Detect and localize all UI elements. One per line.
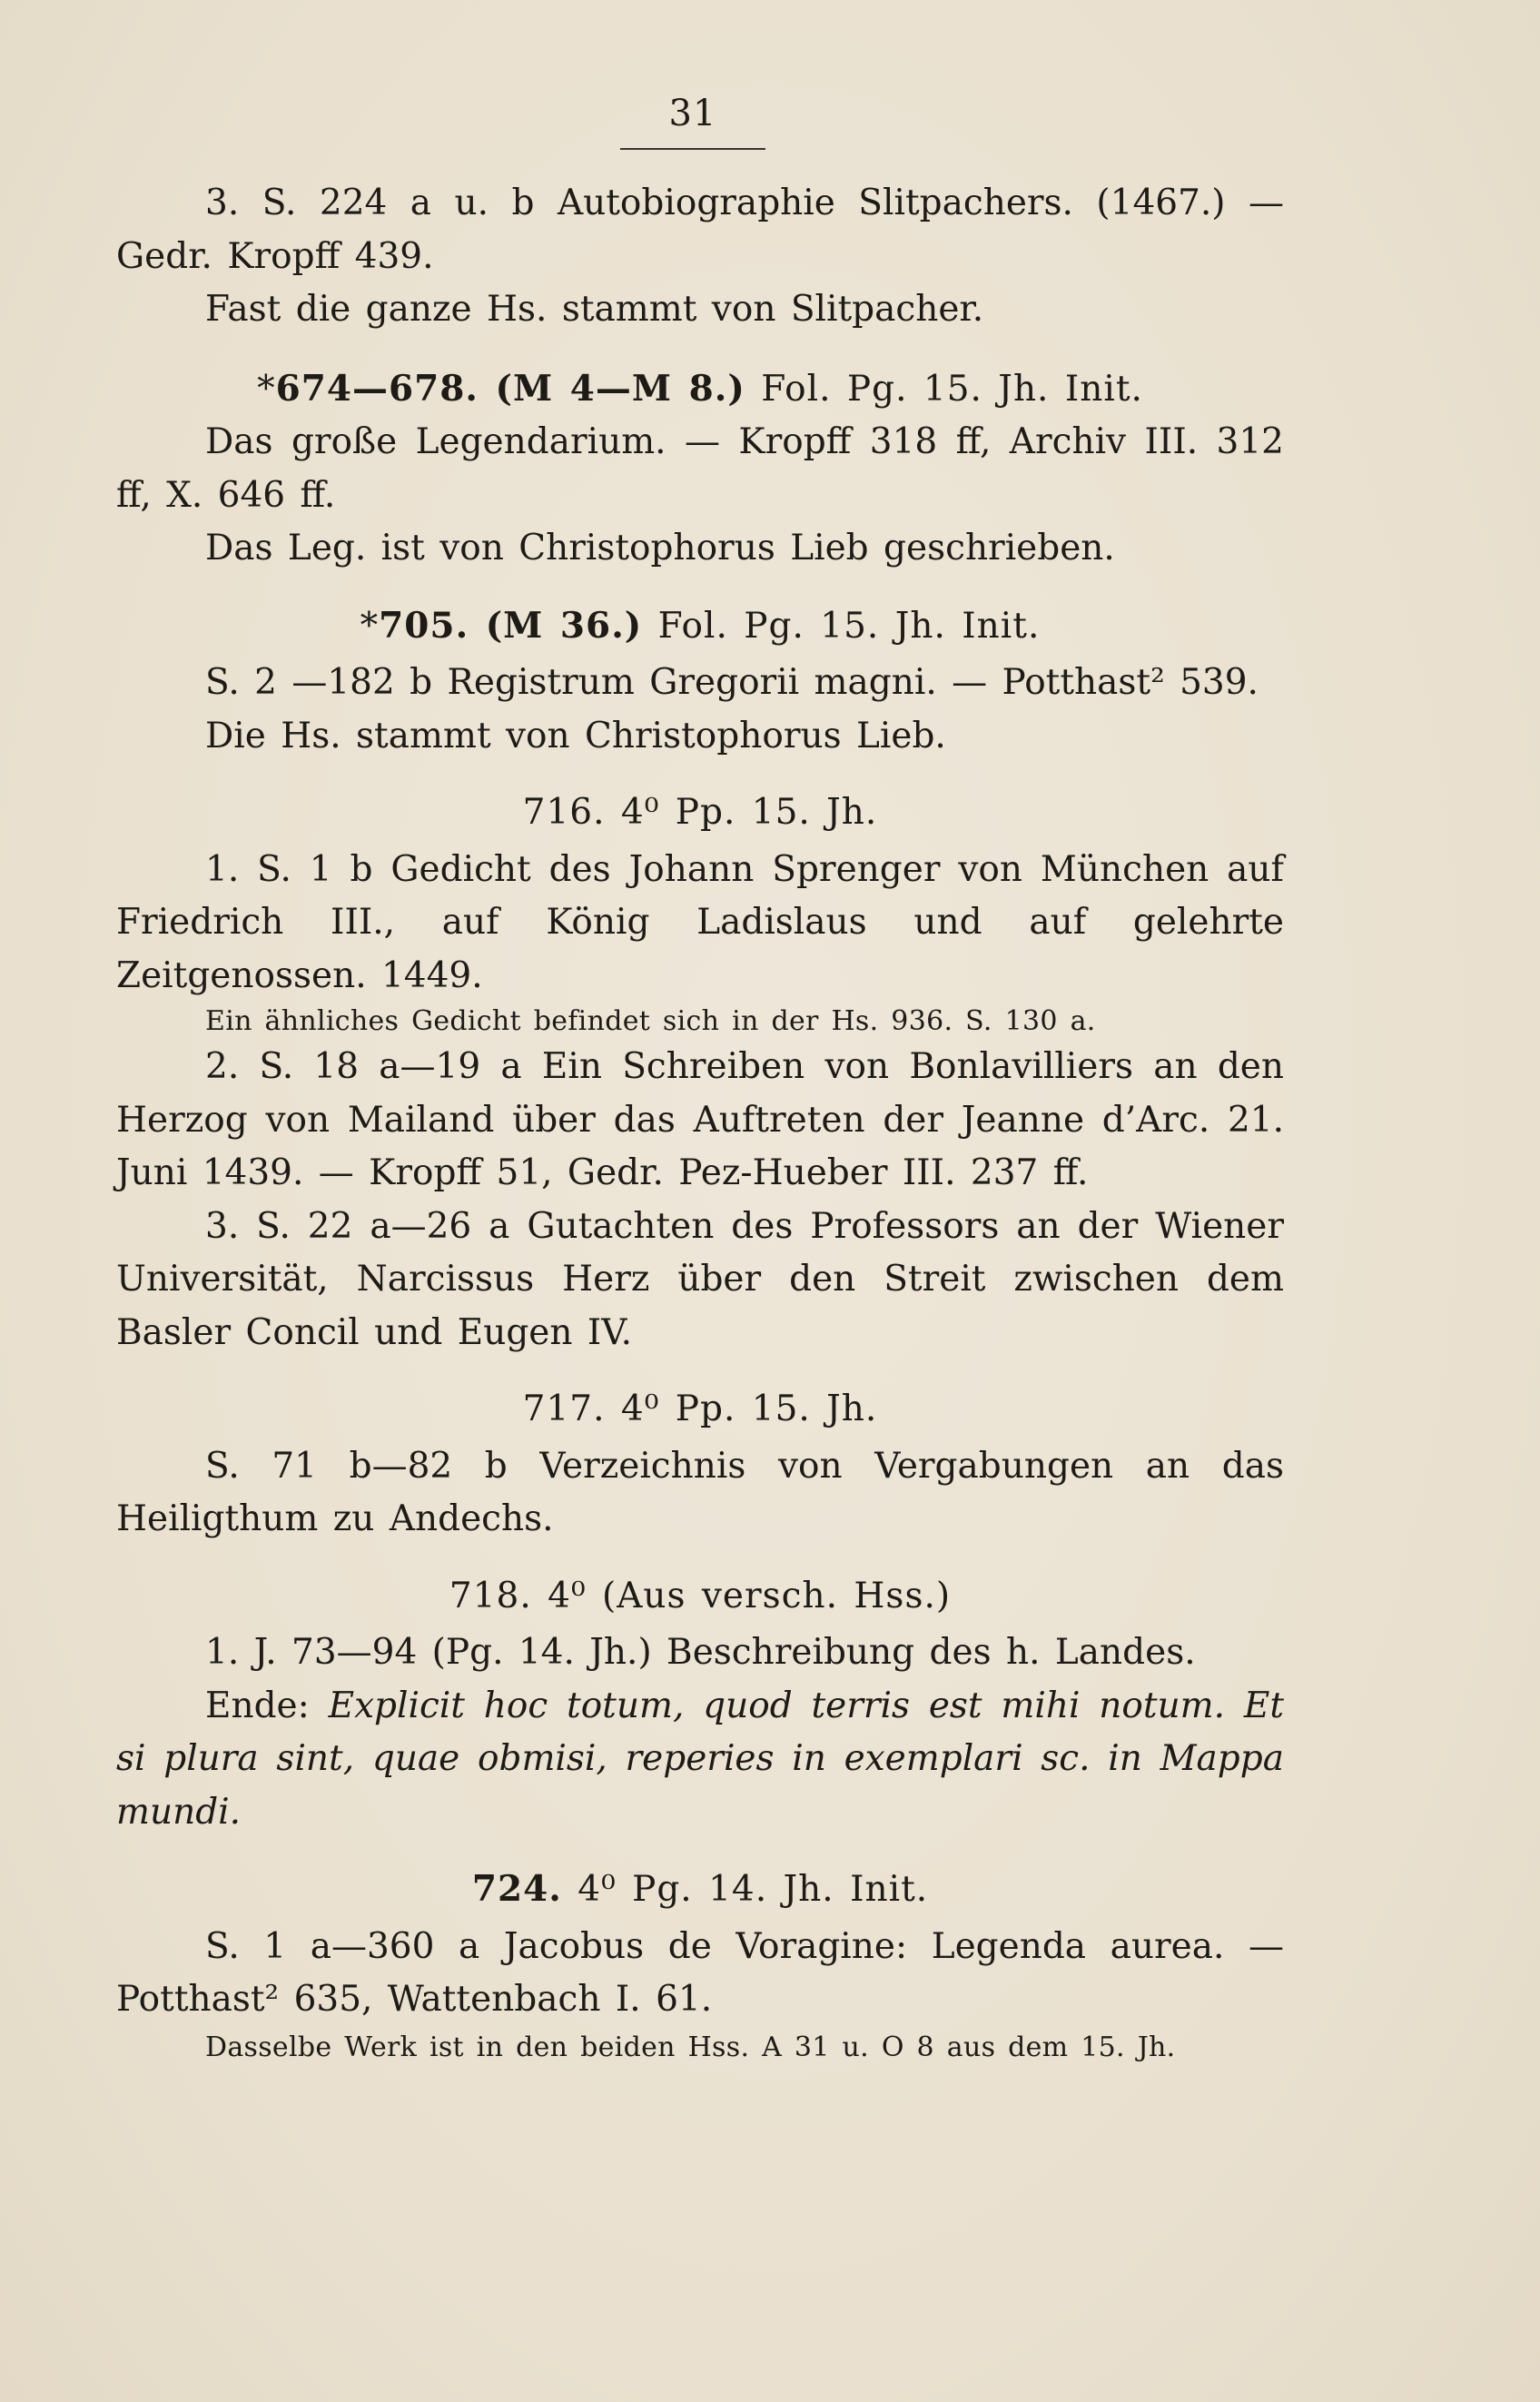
entry-small-note: Dasselbe Werk ist in den beiden Hss. A 31 u. O 8 aus dem 15. Jh. bbox=[205, 2031, 1176, 2063]
entry-explicit bbox=[116, 1680, 1284, 1840]
page-number-rule bbox=[620, 148, 765, 150]
entry-paragraph: S. 71 b—82 b Verzeichnis von Vergabungen an das Heiligthum zu Andechs. bbox=[116, 1445, 1284, 1539]
shelfmark-rest: Fol. Pg. 15. Jh. Init. bbox=[642, 605, 1041, 647]
shelfmark-bold: 705. (M 36.) bbox=[379, 604, 643, 647]
entry-note: Die Hs. stammt von Christophorus Lieb. bbox=[205, 715, 946, 756]
entry-paragraph: 3. S. 22 a—26 a Gutachten des Professors an der Wiener Universität, Narcissus Herz über den Streit zwischen dem Basler Concil und Eugen IV. bbox=[116, 1205, 1284, 1353]
entry-heading-705 bbox=[116, 599, 1284, 654]
entry-heading-718: 718. 4⁰ (Aus versch. Hss.) bbox=[449, 1575, 952, 1616]
entry-paragraph: 2. S. 18 a—19 a Ein Schreiben von Bonlavilliers an den Herzog von Mailand über das Auftreten der Jeanne d’Arc. 21. Juni 1439. — Kropff 51, Gedr. Pez-Hueber III. 237 ff. bbox=[116, 1046, 1284, 1193]
entry-note: Fast die ganze Hs. stammt von Slitpacher. bbox=[205, 289, 984, 330]
catalog-text bbox=[116, 177, 1284, 2067]
entry-note: Das Leg. ist von Christophorus Lieb geschrieben. bbox=[205, 528, 1115, 568]
shelfmark-rest: Fol. Pg. 15. Jh. Init. bbox=[745, 368, 1143, 410]
page-number: 31 bbox=[668, 93, 717, 134]
shelfmark-bold: 724. bbox=[471, 1868, 562, 1910]
shelfmark-rest: 4⁰ Pg. 14. Jh. Init. bbox=[561, 1869, 929, 1910]
entry-heading-674 bbox=[116, 362, 1284, 417]
shelfmark-bold: 674—678. (M 4—M 8.) bbox=[275, 367, 745, 410]
entry-paragraph: Das große Legendarium. — Kropff 318 ff, Archiv III. 312 ff, X. 646 ff. bbox=[116, 421, 1284, 516]
explicit-quote: Explicit hoc totum, quod terris est mihi notum. Et si plura sint, quae obmisi, reperies in exemplari sc. in Mappa mundi. bbox=[116, 1685, 1285, 1833]
explicit-lead: Ende: bbox=[205, 1685, 329, 1726]
entry-heading-724 bbox=[116, 1863, 1284, 1917]
asterisk-marker: * bbox=[360, 605, 380, 647]
entry-small-note: Ein ähnliches Gedicht befindet sich in der Hs. 936. S. 130 a. bbox=[205, 1005, 1096, 1037]
entry-paragraph: 1. S. 1 b Gedicht des Johann Sprenger von München auf Friedrich III., auf König Ladislaus und auf gelehrte Zeitgenossen. 1449. bbox=[116, 848, 1284, 996]
entry-paragraph: S. 1 a—360 a Jacobus de Voragine: Legenda aurea. — Potthast² 635, Wattenbach I. 61. bbox=[116, 1925, 1284, 2020]
asterisk-marker: * bbox=[257, 368, 276, 410]
entry-paragraph: 1. J. 73—94 (Pg. 14. Jh.) Beschreibung des h. Landes. bbox=[205, 1632, 1196, 1673]
entry-paragraph: S. 2 —182 b Registrum Gregorii magni. — Potthast² 539. bbox=[205, 662, 1259, 703]
entry-heading-716: 716. 4⁰ Pp. 15. Jh. bbox=[522, 792, 878, 833]
entry-paragraph: 3. S. 224 a u. b Autobiographie Slitpachers. (1467.) — Gedr. Kropff 439. bbox=[116, 183, 1284, 277]
entry-heading-717: 717. 4⁰ Pp. 15. Jh. bbox=[522, 1389, 878, 1429]
